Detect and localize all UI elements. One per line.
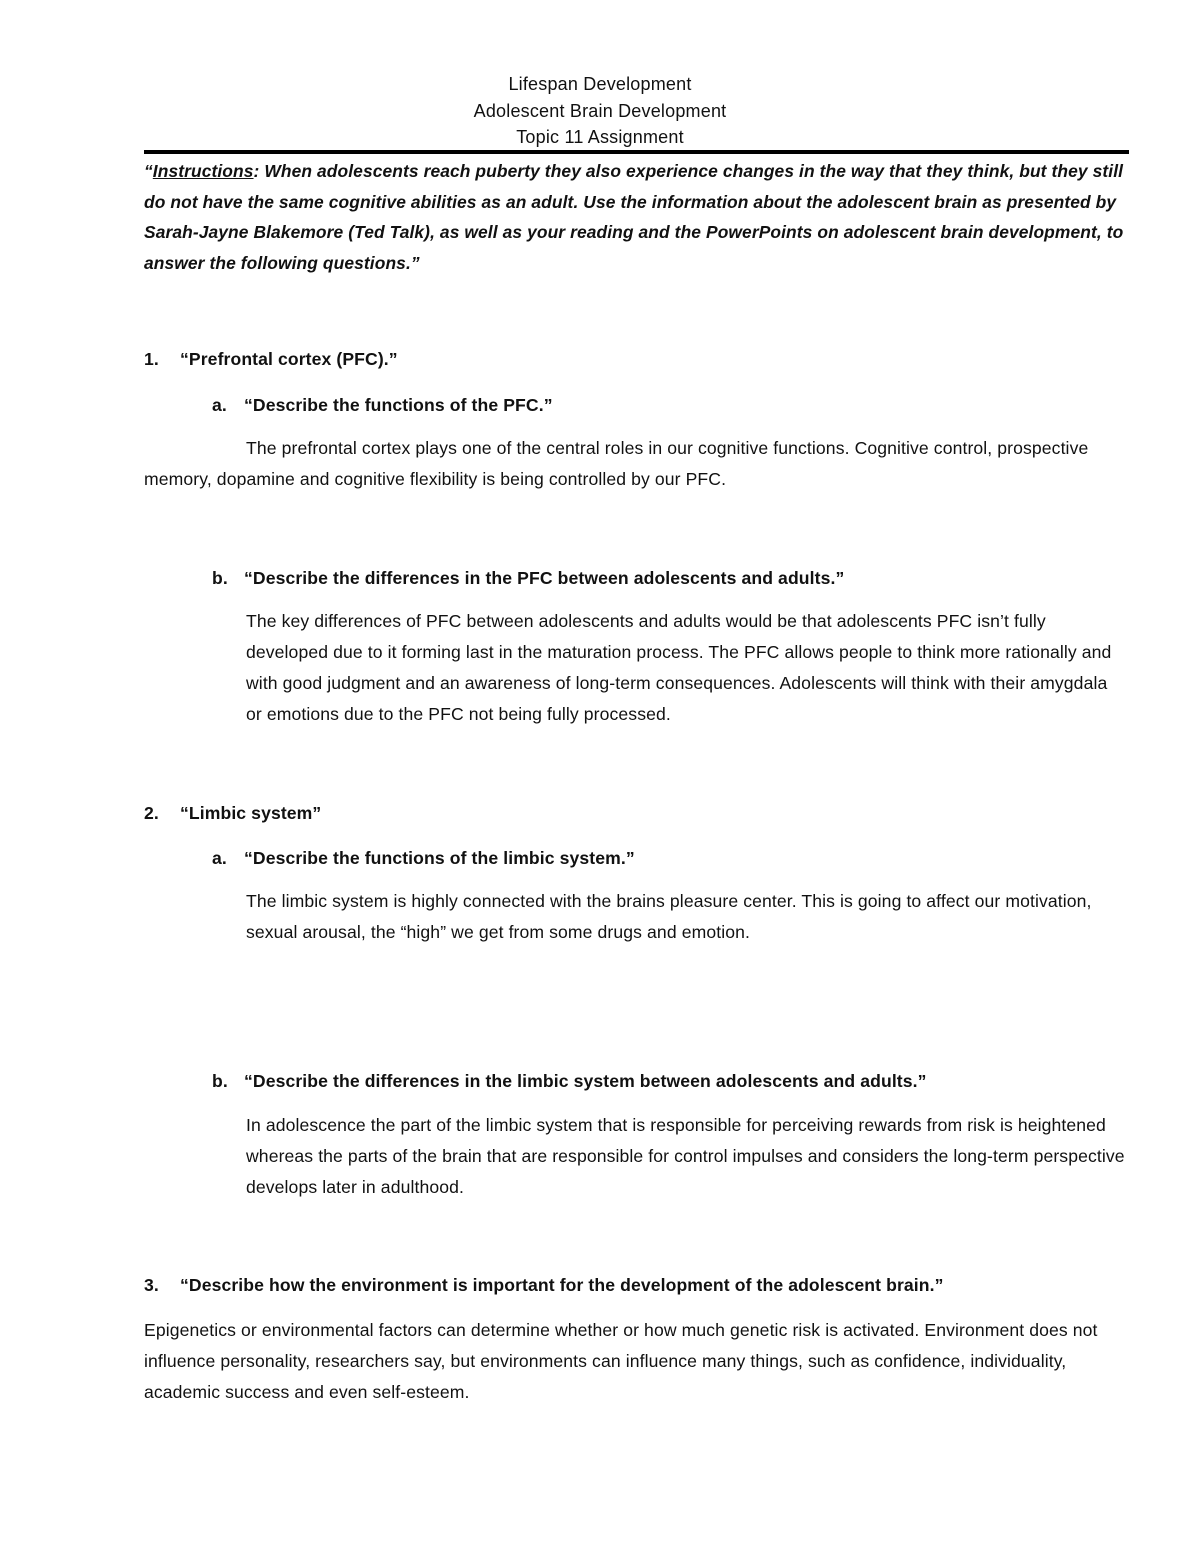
instructions-text: : When adolescents reach puberty they also experience changes in the way that they think, but they still do not have the same cognitive abilities as an adult. Use the information about the adolescent brain as presented by Sarah-Jayne Blakemore (Ted Talk), as well as your reading and the PowerPoints on adolescent brain development, to answer the following questions.” [144, 161, 1124, 273]
question-2-number: 2. [144, 803, 159, 823]
instructions-label: Instructions [152, 161, 254, 181]
question-3-answer: Epigenetics or environmental factors can determine whether or how much genetic risk is activated. Environment does not influence personality, researchers say, but environments can influence many things, such as confidence, individuality, academic success and even self-esteem. [144, 1320, 1098, 1402]
question-2a-answer: The limbic system is highly connected with the brains pleasure center. This is going to affect our motivation, sexual arousal, the “high” we get from some drugs and emotion. [246, 891, 1092, 942]
question-2-title: “Limbic system” [180, 803, 322, 823]
question-1-heading [144, 347, 398, 371]
question-3-heading [144, 1273, 944, 1297]
question-2a-letter: a. [212, 848, 227, 868]
question-1a-prompt [212, 393, 553, 417]
question-1a-answer: The prefrontal cortex plays one of the central roles in our cognitive functions. Cognitive control, prospective memory, dopamine and cognitive flexibility is being controlled by our PFC. [144, 438, 1089, 489]
question-1b-prompt [212, 566, 844, 590]
instructions-paragraph [144, 156, 1129, 278]
question-2-heading [144, 801, 321, 825]
instructions-open-quote: “ [144, 161, 153, 181]
question-1-number: 1. [144, 349, 159, 369]
course-name: Lifespan Development [508, 74, 692, 94]
question-3-number: 3. [144, 1275, 159, 1295]
question-2b-text: “Describe the differences in the limbic system between adolescents and adults.” [244, 1071, 927, 1091]
question-2b-letter: b. [212, 1071, 228, 1091]
question-1b-answer: The key differences of PFC between adolescents and adults would be that adolescents PFC isn’t fully developed due to it forming last in the maturation process. The PFC allows people to think more rationally and with good judgment and an awareness of long-term consequences. Adolescents will think with their amygdala or emotions due to the PFC not being fully processed. [246, 611, 1112, 724]
header-divider [144, 150, 1129, 154]
question-1b-text: “Describe the differences in the PFC between adolescents and adults.” [244, 568, 845, 588]
question-2b-prompt [212, 1069, 927, 1093]
document-title: Adolescent Brain Development [473, 101, 727, 121]
question-1-title: “Prefrontal cortex (PFC).” [180, 349, 398, 369]
question-2a-prompt [212, 846, 635, 870]
question-2b-answer: In adolescence the part of the limbic system that is responsible for perceiving rewards from risk is heightened whereas the parts of the brain that are responsible for control impulses and considers the long-term perspective develops later in adulthood. [246, 1115, 1125, 1197]
question-1a-letter: a. [212, 395, 227, 415]
question-1a-text: “Describe the functions of the PFC.” [244, 395, 553, 415]
question-3-title: “Describe how the environment is important for the development of the adolescent brain.” [180, 1275, 944, 1295]
question-1b-letter: b. [212, 568, 228, 588]
question-2a-text: “Describe the functions of the limbic system.” [244, 848, 635, 868]
assignment-name: Topic 11 Assignment [516, 127, 684, 147]
